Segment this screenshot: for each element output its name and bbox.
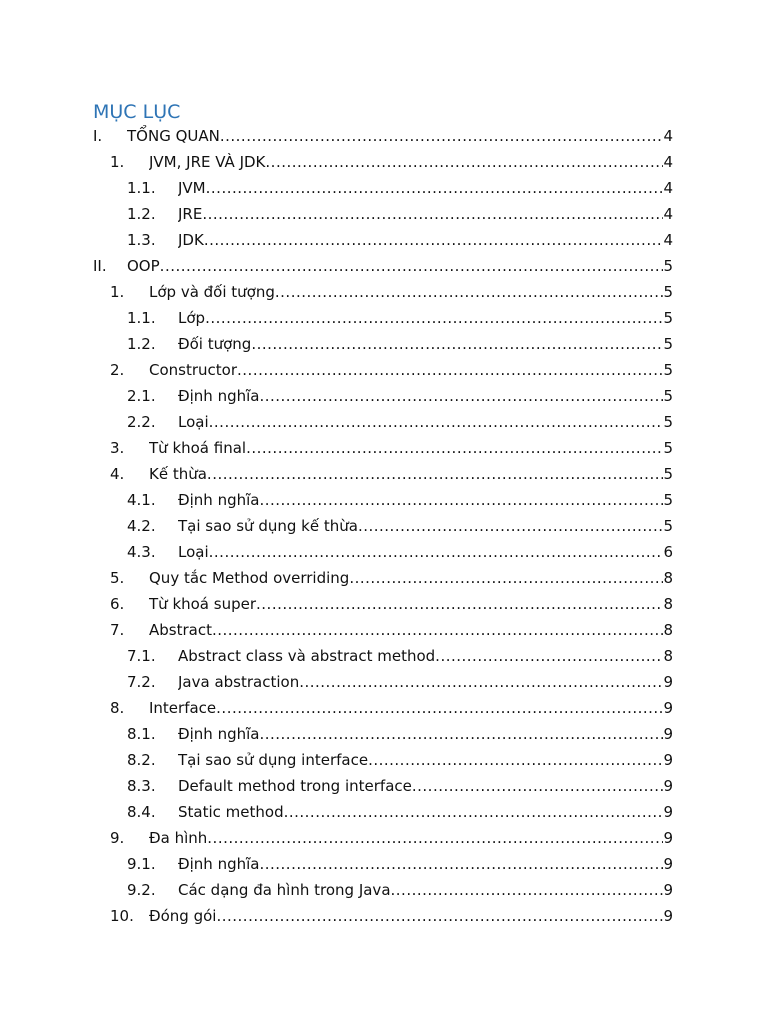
toc-dot-leader xyxy=(160,253,664,279)
toc-dot-leader xyxy=(349,565,663,591)
toc-entry-line xyxy=(178,721,673,747)
toc-entry-page: 9 xyxy=(663,699,673,717)
toc-entry[interactable] xyxy=(0,357,768,383)
toc-entry-number: 3. xyxy=(110,439,125,457)
toc-entry-number: I. xyxy=(93,127,103,145)
toc-entry-label: Đóng gói xyxy=(149,907,217,925)
toc-entry-label: Abstract xyxy=(149,621,212,639)
toc-entry[interactable] xyxy=(0,799,768,825)
toc-entry[interactable] xyxy=(0,773,768,799)
toc-entry-page: 8 xyxy=(663,647,673,665)
toc-dot-leader xyxy=(259,721,663,747)
toc-entry[interactable] xyxy=(0,877,768,903)
toc-entry-line xyxy=(178,799,673,825)
toc-entry-number: 2.1. xyxy=(127,387,156,405)
toc-entry-line xyxy=(178,669,673,695)
toc-dot-leader xyxy=(202,201,663,227)
toc-entry-number: 4.2. xyxy=(127,517,156,535)
toc-entry-page: 4 xyxy=(663,179,673,197)
toc-entry-number: 1. xyxy=(110,283,125,301)
toc-entry-line xyxy=(178,175,673,201)
toc-dot-leader xyxy=(256,591,663,617)
toc-entry[interactable] xyxy=(0,409,768,435)
toc-dot-leader xyxy=(216,695,663,721)
toc-entry-number: 7.1. xyxy=(127,647,156,665)
toc-entry-number: 4. xyxy=(110,465,125,483)
toc-entry-line xyxy=(149,279,673,305)
toc-dot-leader xyxy=(204,227,664,253)
toc-entry-number: 9.1. xyxy=(127,855,156,873)
toc-entry-number: 5. xyxy=(110,569,125,587)
toc-dot-leader xyxy=(209,409,664,435)
toc-entry-label: Định nghĩa xyxy=(178,855,260,873)
toc-entry[interactable] xyxy=(0,513,768,539)
toc-entry[interactable] xyxy=(0,851,768,877)
toc-entry-page: 9 xyxy=(663,777,673,795)
toc-dot-leader xyxy=(391,877,664,903)
toc-entry-number: 8.4. xyxy=(127,803,156,821)
toc-dot-leader xyxy=(299,669,663,695)
toc-entry-line xyxy=(149,903,673,929)
toc-entry-number: 2. xyxy=(110,361,125,379)
toc-entry-number: 1.1. xyxy=(127,179,156,197)
toc-entry-label: Abstract class và abstract method xyxy=(178,647,436,665)
toc-entry[interactable] xyxy=(0,487,768,513)
toc-entry-label: Tại sao sử dụng kế thừa xyxy=(178,517,358,535)
toc-dot-leader xyxy=(207,461,664,487)
toc-entry[interactable] xyxy=(0,565,768,591)
toc-entry-number: 4.1. xyxy=(127,491,156,509)
toc-entry-line xyxy=(178,513,673,539)
toc-entry-label: Loại xyxy=(178,413,209,431)
toc-entry-label: TỔNG QUAN xyxy=(127,127,220,145)
toc-entry-label: JVM, JRE VÀ JDK xyxy=(149,153,266,171)
toc-entry-line xyxy=(178,331,673,357)
toc-entry-page: 9 xyxy=(663,803,673,821)
toc-dot-leader xyxy=(265,149,663,175)
toc-entry-line xyxy=(178,747,673,773)
toc-heading: MỤC LỤC xyxy=(93,101,181,123)
toc-entry-number: 1.1. xyxy=(127,309,156,327)
toc-dot-leader xyxy=(220,123,664,149)
toc-entry-page: 5 xyxy=(663,491,673,509)
toc-entry-number: 1.3. xyxy=(127,231,156,249)
toc-entry-label: Định nghĩa xyxy=(178,491,260,509)
toc-entry-label: Đa hình xyxy=(149,829,208,847)
toc-entry-page: 9 xyxy=(663,855,673,873)
toc-dot-leader xyxy=(435,643,663,669)
toc-entry-line xyxy=(178,773,673,799)
toc-entry-page: 9 xyxy=(663,673,673,691)
toc-entry[interactable] xyxy=(0,617,768,643)
toc-entry-line xyxy=(149,149,673,175)
toc-entry[interactable] xyxy=(0,279,768,305)
toc-dot-leader xyxy=(206,175,664,201)
toc-entry[interactable] xyxy=(0,643,768,669)
toc-entry[interactable] xyxy=(0,695,768,721)
toc-entry-label: Lớp và đối tượng xyxy=(149,283,275,301)
toc-entry-label: Các dạng đa hình trong Java xyxy=(178,881,391,899)
toc-entry-page: 5 xyxy=(663,413,673,431)
toc-entry[interactable] xyxy=(0,175,768,201)
toc-dot-leader xyxy=(358,513,664,539)
toc-entry-number: 1.2. xyxy=(127,205,156,223)
toc-entry-number: 1.2. xyxy=(127,335,156,353)
toc-entry-line xyxy=(149,435,673,461)
toc-entry-label: Interface xyxy=(149,699,217,717)
toc-entry-number: 6. xyxy=(110,595,125,613)
toc-dot-leader xyxy=(412,773,664,799)
toc-dot-leader xyxy=(259,851,663,877)
toc-entry-label: JRE xyxy=(178,205,203,223)
toc-entry-label: Từ khoá super xyxy=(149,595,257,613)
toc-entry-line xyxy=(127,123,673,149)
toc-dot-leader xyxy=(205,305,663,331)
toc-entry-label: Từ khoá final xyxy=(149,439,247,457)
toc-entry-number: 8. xyxy=(110,699,125,717)
toc-entry[interactable] xyxy=(0,825,768,851)
toc-dot-leader xyxy=(275,279,664,305)
toc-entry[interactable] xyxy=(0,435,768,461)
toc-entry-page: 9 xyxy=(663,829,673,847)
toc-entry[interactable] xyxy=(0,383,768,409)
toc-entry-line xyxy=(178,227,673,253)
toc-dot-leader xyxy=(237,357,663,383)
toc-entry[interactable] xyxy=(0,591,768,617)
toc-dot-leader xyxy=(212,617,663,643)
toc-entry-line xyxy=(178,539,673,565)
toc-entry[interactable] xyxy=(0,305,768,331)
toc-entry[interactable] xyxy=(0,123,768,149)
toc-entry-number: II. xyxy=(93,257,107,275)
toc-entry-page: 8 xyxy=(663,595,673,613)
toc-entry-number: 4.3. xyxy=(127,543,156,561)
toc-dot-leader xyxy=(246,435,663,461)
toc-entry-line xyxy=(127,253,673,279)
toc-entry[interactable] xyxy=(0,903,768,929)
toc-entry[interactable] xyxy=(0,227,768,253)
toc-entry-page: 9 xyxy=(663,907,673,925)
toc-entry-label: Constructor xyxy=(149,361,238,379)
toc-entry-line xyxy=(149,695,673,721)
toc-entry-line xyxy=(178,383,673,409)
toc-entry-page: 9 xyxy=(663,881,673,899)
toc-entry-number: 10. xyxy=(110,907,134,925)
toc-entry-number: 7.2. xyxy=(127,673,156,691)
toc-entry-line xyxy=(178,487,673,513)
toc-entry-label: Java abstraction xyxy=(178,673,300,691)
toc-entry-label: Đối tượng xyxy=(178,335,252,353)
toc-entry-label: JDK xyxy=(178,231,204,249)
toc-entry-line xyxy=(149,617,673,643)
toc-entry-number: 7. xyxy=(110,621,125,639)
toc-entry-page: 8 xyxy=(663,569,673,587)
toc-entry[interactable] xyxy=(0,747,768,773)
toc-entry-page: 5 xyxy=(663,257,673,275)
toc-dot-leader xyxy=(368,747,663,773)
toc-entry-page: 9 xyxy=(663,751,673,769)
toc-entry[interactable] xyxy=(0,331,768,357)
toc-entry[interactable] xyxy=(0,539,768,565)
toc-entry-label: Định nghĩa xyxy=(178,725,260,743)
toc-dot-leader xyxy=(259,383,663,409)
toc-entry-line xyxy=(178,643,673,669)
toc-entry-line xyxy=(178,877,673,903)
toc-dot-leader xyxy=(209,539,664,565)
toc-entry-line xyxy=(149,357,673,383)
toc-entry-label: Kế thừa xyxy=(149,465,207,483)
toc-entry-page: 4 xyxy=(663,205,673,223)
toc-entry-label: Default method trong interface xyxy=(178,777,412,795)
toc-entry[interactable] xyxy=(0,461,768,487)
toc-entry-line xyxy=(178,409,673,435)
toc-entry-line xyxy=(149,461,673,487)
toc-entry-number: 8.3. xyxy=(127,777,156,795)
toc-entry[interactable] xyxy=(0,669,768,695)
toc-entry-line xyxy=(178,305,673,331)
toc-entry-label: OOP xyxy=(127,257,160,275)
toc-entry[interactable] xyxy=(0,149,768,175)
toc-entry[interactable] xyxy=(0,721,768,747)
toc-entry-number: 1. xyxy=(110,153,125,171)
toc-dot-leader xyxy=(207,825,663,851)
toc-entry-label: Quy tắc Method overriding xyxy=(149,569,350,587)
toc-entry-number: 8.1. xyxy=(127,725,156,743)
toc-entry-number: 9. xyxy=(110,829,125,847)
toc-entry-page: 4 xyxy=(663,153,673,171)
toc-entry-page: 6 xyxy=(663,543,673,561)
toc-dot-leader xyxy=(216,903,663,929)
toc-dot-leader xyxy=(259,487,663,513)
toc-entry-page: 5 xyxy=(663,517,673,535)
toc-entry-label: Static method xyxy=(178,803,284,821)
toc-entry-label: JVM xyxy=(178,179,206,197)
toc-entry-line xyxy=(149,591,673,617)
toc-entry-page: 8 xyxy=(663,621,673,639)
toc-entry-number: 2.2. xyxy=(127,413,156,431)
toc-entry-page: 5 xyxy=(663,439,673,457)
toc-entry-page: 4 xyxy=(663,231,673,249)
toc-entry-number: 9.2. xyxy=(127,881,156,899)
toc-entry-page: 5 xyxy=(663,309,673,327)
toc-entry-label: Định nghĩa xyxy=(178,387,260,405)
toc-entry-line xyxy=(178,851,673,877)
toc-entry-page: 5 xyxy=(663,361,673,379)
toc-entry-label: Loại xyxy=(178,543,209,561)
toc-entry-page: 5 xyxy=(663,335,673,353)
toc-entry-page: 5 xyxy=(663,387,673,405)
toc-dot-leader xyxy=(284,799,664,825)
toc-entry-line xyxy=(149,565,673,591)
toc-entry-page: 4 xyxy=(663,127,673,145)
toc-entry-label: Tại sao sử dụng interface xyxy=(178,751,369,769)
toc-entry-label: Lớp xyxy=(178,309,206,327)
toc-entry[interactable] xyxy=(0,201,768,227)
toc-entry[interactable] xyxy=(0,253,768,279)
toc-entry-page: 5 xyxy=(663,283,673,301)
toc-entry-page: 9 xyxy=(663,725,673,743)
toc-entry-page: 5 xyxy=(663,465,673,483)
toc-entry-line xyxy=(149,825,673,851)
toc-entry-line xyxy=(178,201,673,227)
toc-entry-number: 8.2. xyxy=(127,751,156,769)
toc-dot-leader xyxy=(251,331,663,357)
